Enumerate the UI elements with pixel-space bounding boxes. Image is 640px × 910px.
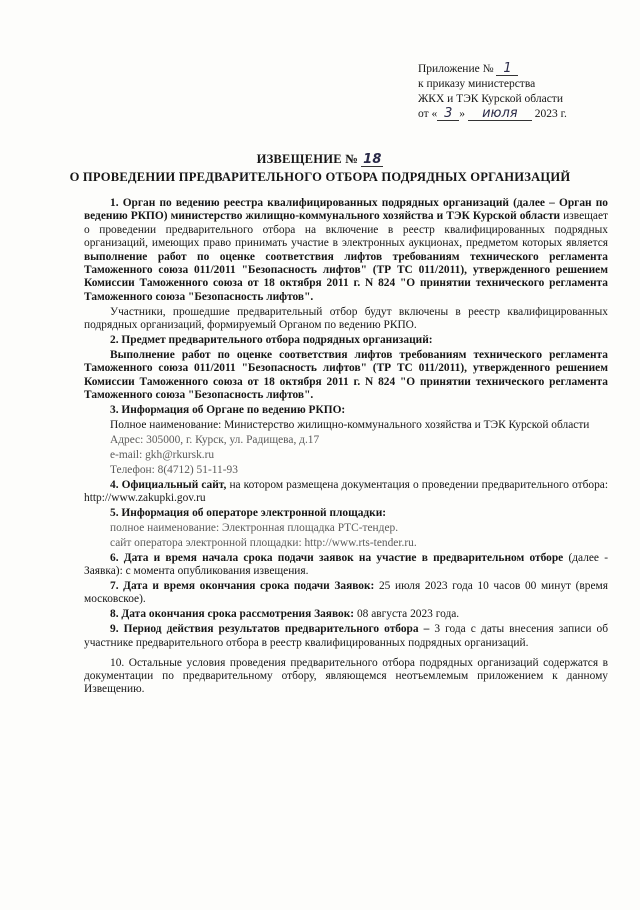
- section-1-lead: 1. Орган по ведению реестра квалифицированных подрядных организаций (далее – Орган по ведению РКПО) министерство жилищно-коммунального хозяйства и ТЭК Курской области: [84, 197, 608, 223]
- section-6-text: (далее - Заявка): с момента опубликования извещения.: [84, 551, 608, 578]
- appendix-date-prefix: от «: [418, 108, 438, 120]
- appendix-year: 2023 г.: [534, 108, 567, 120]
- section-2-heading: 2. Предмет предварительного отбора подрядных организаций:: [110, 334, 433, 347]
- notice-title-label: ИЗВЕЩЕНИЕ №: [256, 152, 359, 166]
- section-1-text: извещает о проведении предварительного отбора на включение в реестр квалифицированных подрядных организаций, имеющих право принимать участие в электронных аукционах, предметом которых является: [84, 210, 609, 250]
- section-7-text: 25 июля 2023 года 10 часов 00 минут (время московское).: [84, 579, 608, 606]
- section-1-subject: выполнение работ по оценке соответствия лифтов требованиям технического регламента Таможенного союза 011/2011 "Безопасность лифтов" (ТР ТС 011/2011), утвержденного решением Комиссии Таможенного союза от 18 октября 2011 г. N 824 "О принятии технического регламента Таможенного союза "Безопасность лифтов".: [84, 250, 608, 303]
- section-2-text: Выполнение работ по оценке соответствия лифтов требованиям технического регламента Таможенного союза 011/2011 "Безопасность лифтов" (ТР ТС 011/2011), утвержденного решением Комиссии Таможенного союза от 18 октября 2011 г. N 824 "О принятии технического регламента Таможенного союза "Безопасность лифтов".: [84, 348, 608, 402]
- section-4: [84, 479, 608, 506]
- section-5-heading: 5. Информация об операторе электронной площадки:: [110, 506, 387, 519]
- section-9-text: 3 года с даты внесения записи об участнике предварительного отбора в реестр квалифицированных подрядных организаций.: [84, 623, 608, 649]
- section-3-heading: 3. Информация об Органе по ведению РКПО:: [110, 404, 346, 417]
- section-5-site: сайт оператора электронной площадки: http://www.rts-tender.ru.: [110, 536, 417, 549]
- section-1-participants: Участники, прошедшие предварительный отбор будут включены в реестр квалифицированных подрядных организаций, формируемый Органом по ведению РКПО.: [84, 305, 608, 332]
- appendix-line-2: к приказу министерства: [418, 78, 536, 90]
- section-8-text: 08 августа 2023 года.: [354, 608, 460, 621]
- appendix-day-handwritten: 3: [437, 108, 459, 121]
- section-1: [84, 197, 608, 304]
- appendix-line-1: [418, 62, 608, 77]
- section-3-phone: Телефон: 8(4712) 51-11-93: [110, 463, 238, 476]
- appendix-date-line: [418, 107, 608, 122]
- section-3-address: Адрес: 305000, г. Курск, ул. Радищева, д.17: [110, 433, 320, 446]
- section-9-lead: 9. Период действия результатов предварительного отбора –: [110, 623, 430, 636]
- section-7-lead: 7. Дата и время окончания срока подачи Заявок:: [110, 579, 375, 592]
- section-8: [84, 608, 608, 621]
- section-9: [84, 623, 608, 650]
- appendix-number-handwritten: 1: [496, 63, 518, 76]
- section-4-lead: 4. Официальный сайт,: [110, 478, 227, 491]
- appendix-month-handwritten: июля: [468, 108, 532, 121]
- notice-number-handwritten: 18: [363, 152, 382, 167]
- section-3-name: Полное наименование: Министерство жилищно-коммунального хозяйства и ТЭК Курской области: [110, 419, 590, 431]
- section-10: 10. Остальные условия проведения предварительного отбора подрядных организаций содержатся в документации по предварительному отбору, являющемся неотъемлемым приложением к данному Извещению.: [84, 656, 608, 696]
- section-4-text: на котором размещена документация о проведении предварительного отбора: http://www.zakupki.gov.ru: [84, 478, 608, 505]
- appendix-date-mid: »: [459, 108, 465, 120]
- section-6-lead: 6. Дата и время начала срока подачи заявок на участие в предварительном отборе: [110, 551, 564, 564]
- section-6: [84, 552, 608, 579]
- section-3-email: e-mail: gkh@rkursk.ru: [110, 448, 215, 461]
- notice-title: [0, 152, 640, 167]
- section-5-name: полное наименование: Электронная площадка РТС-тендер.: [110, 521, 399, 534]
- notice-subtitle: О ПРОВЕДЕНИИ ПРЕДВАРИТЕЛЬНОГО ОТБОРА ПОДРЯДНЫХ ОРГАНИЗАЦИЙ: [69, 170, 571, 184]
- appendix-block: [418, 62, 608, 122]
- appendix-line-3: ЖКХ и ТЭК Курской области: [418, 93, 563, 105]
- notice-body: [84, 197, 608, 698]
- section-8-lead: 8. Дата окончания срока рассмотрения Заявок:: [110, 608, 355, 621]
- appendix-label: Приложение №: [418, 63, 494, 75]
- section-7: [84, 580, 608, 607]
